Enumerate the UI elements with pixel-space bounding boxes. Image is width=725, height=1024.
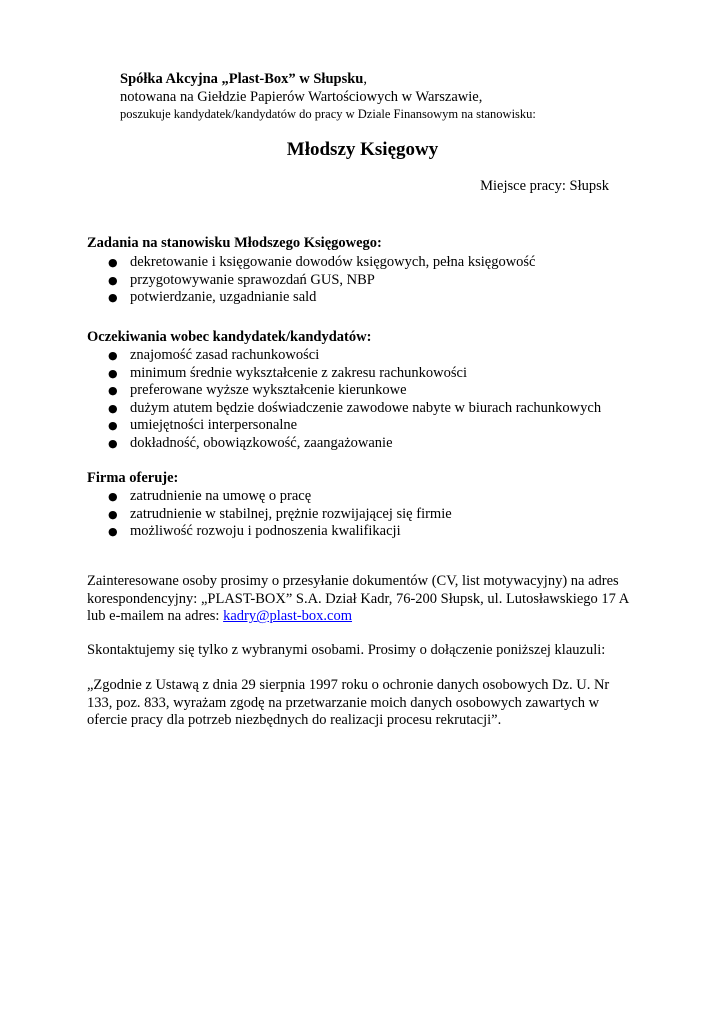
bullet-icon: ●	[108, 525, 118, 539]
tasks-list	[87, 254, 536, 307]
list-item: ● dużym atutem będzie doświadczenie zawodowe nabyte w biurach rachunkowych	[108, 399, 602, 416]
position-title: Młodszy Księgowy	[286, 139, 439, 160]
list-item: ● znajomość zasad rachunkowości	[108, 347, 320, 363]
contact-email-prefix: lub e-mailem na adres:	[87, 608, 224, 625]
company-name: Spółka Akcyjna „Plast-Box” w Słupsku	[120, 71, 364, 87]
company-name-line	[120, 71, 367, 88]
bullet-icon: ●	[108, 349, 118, 362]
clause-line: ofercie pracy dla potrzeb niezbędnych do realizacji procesu rekrutacji”.	[87, 712, 502, 729]
bullet-icon: ●	[108, 436, 118, 450]
list-item: ● minimum średnie wykształcenie z zakresu rachunkowości	[108, 364, 468, 381]
bullet-icon: ●	[108, 507, 118, 521]
list-item: ● potwierdzanie, uzgadnianie sald	[108, 289, 317, 306]
list-item: ● dokładność, obowiązkowość, zaangażowanie	[108, 434, 393, 451]
list-item: ● umiejętności interpersonalne	[108, 417, 298, 434]
contact-line	[87, 608, 629, 626]
contact-notice: Skontaktujemy się tylko z wybranymi osobami. Prosimy o dołączenie poniższej klauzuli:	[87, 642, 606, 658]
offer-list	[87, 488, 452, 541]
list-item: ● dekretowanie i księgowanie dowodów księgowych, pełna księgowość	[108, 254, 536, 270]
clause-line: 133, poz. 833, wyrażam zgodę na przetwarzanie moich danych osobowych zawartych w	[87, 694, 600, 711]
bullet-icon: ●	[108, 419, 118, 433]
list-item: ● przygotowywanie sprawozdań GUS, NBP	[108, 271, 375, 288]
company-listing-line: notowana na Giełdzie Papierów Wartościowych w Warszawie,	[120, 89, 483, 105]
company-name-suffix: ,	[363, 71, 367, 87]
list-item: ● zatrudnienie na umowę o pracę	[108, 488, 312, 504]
contact-line: Zainteresowane osoby prosimy o przesyłanie dokumentów (CV, list motywacyjny) na adres	[87, 573, 619, 589]
contact-line: korespondencyjny: „PLAST-BOX” S.A. Dział Kadr, 76-200 Słupsk, ul. Lutosławskiego 17 A	[87, 590, 630, 607]
bullet-icon: ●	[108, 384, 118, 398]
expectations-list	[87, 347, 601, 453]
bullet-icon: ●	[108, 490, 118, 503]
bullet-icon: ●	[108, 366, 118, 380]
work-location: Miejsce pracy: Słupsk	[480, 178, 609, 194]
bullet-icon: ●	[108, 291, 118, 305]
expectations-heading: Oczekiwania wobec kandydatek/kandydatów:	[87, 329, 372, 345]
list-item: ● zatrudnienie w stabilnej, prężnie rozwijającej się firmie	[108, 505, 452, 522]
tasks-heading: Zadania na stanowisku Młodszego Księgowego:	[87, 235, 382, 251]
list-item: ● preferowane wyższe wykształcenie kierunkowe	[108, 382, 407, 399]
consent-clause	[87, 677, 609, 730]
contact-paragraph	[87, 573, 629, 626]
email-link[interactable]: kadry@plast-box.com	[223, 608, 353, 625]
bullet-icon: ●	[108, 401, 118, 415]
bullet-icon: ●	[108, 273, 118, 287]
list-item: ● możliwość rozwoju i podnoszenia kwalifikacji	[108, 523, 401, 540]
clause-line: „Zgodnie z Ustawą z dnia 29 sierpnia 1997 roku o ochronie danych osobowych Dz. U. Nr	[87, 677, 610, 693]
offer-heading: Firma oferuje:	[87, 470, 179, 486]
bullet-icon: ●	[108, 256, 118, 269]
seeking-line: poszukuje kandydatek/kandydatów do pracy w Dziale Finansowym na stanowisku:	[120, 107, 536, 121]
